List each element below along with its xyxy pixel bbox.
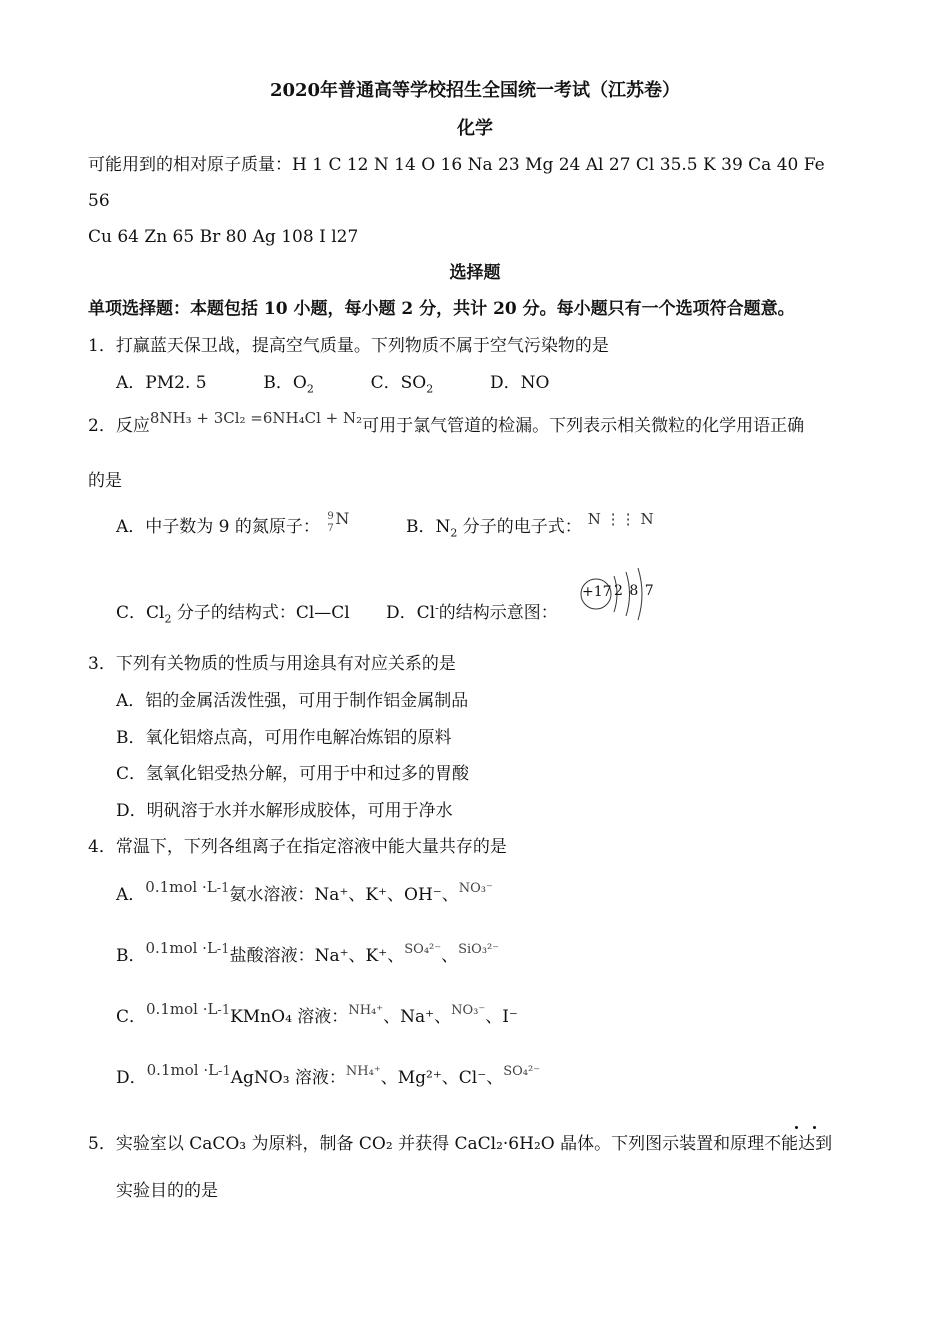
nuclide-symbol: 9 7 N xyxy=(327,509,350,534)
q2-equation: 8NH₃ + 3Cl₂ =6NH₄Cl + N₂ xyxy=(149,409,363,427)
q1-option-a: A．PM2. 5 xyxy=(116,373,207,393)
section-title: 选择题 xyxy=(449,263,501,283)
q3-stem: 3．下列有关物质的性质与用途具有对应关系的是 xyxy=(88,654,456,674)
atomic-masses-line1: 可能用到的相对原子质量：H 1 C 12 N 14 O 16 Na 23 Mg 24 Al 27 Cl 35.5 K 39 Ca 40 Fe xyxy=(88,155,825,175)
q1-option-b: B．$O_2$ xyxy=(263,373,314,396)
q2-stem: 2．反应8NH₃ + 3Cl₂ =6NH₄Cl + N₂可用于氯气管道的检漏。下列表示相关微粒的化学用语正确 xyxy=(88,409,805,436)
q2-option-a: A．中子数为 9 的氮原子： 9 7 N xyxy=(116,516,353,538)
q1-stem: 1．打赢蓝天保卫战，提高空气质量。下列物质不属于空气污染物的是 xyxy=(88,336,609,356)
emphasis-dot xyxy=(795,1126,798,1129)
atomic-masses-line3: Cu 64 Zn 65 Br 80 Ag 108 I l27 xyxy=(88,227,359,247)
q4-option-a: A．$0.1mol \cdot L^{-1}$氨水溶液：Na⁺、K⁺、OH⁻、$^{NO_3^-}$ xyxy=(116,878,493,905)
chloride-ion-diagram: +17 2 8 7 xyxy=(576,566,656,622)
atomic-masses-line2: 56 xyxy=(88,191,110,211)
q4-option-d: D．$0.1mol \cdot L^{-1}AgNO_3$ 溶液：$^{NH_4^+}$、Mg²⁺、Cl⁻、$^{SO_4^{2-}}$ xyxy=(116,1061,541,1088)
q4-option-b: B．$0.1mol \cdot L^{-1}$盐酸溶液：Na⁺、K⁺、$^{SO_4^{2-}}$、$^{SiO_3^{2-}}$ xyxy=(116,939,500,966)
q2-stem-cont: 的是 xyxy=(88,471,122,491)
q2-option-c: C．$Cl_2$ 分子的结构式：Cl—Cl xyxy=(116,603,350,626)
emphasis-dot xyxy=(813,1126,816,1129)
q1-options xyxy=(116,372,549,394)
q5-stem-cont: 实验目的的是 xyxy=(116,1181,218,1201)
electron-formula: N ⋮⋮ N xyxy=(587,510,654,528)
q1-option-d: D．NO xyxy=(490,373,550,393)
q2-option-b: B．$N_2$ 分子的电子式： N ⋮⋮ N xyxy=(406,510,654,540)
exam-title: 2020年普通高等学校招生全国统一考试（江苏卷） xyxy=(269,80,681,101)
q5-stem: 5．实验室以 CaCO₃ 为原料，制备 CO₂ 并获得 CaCl₂·6H₂O 晶体。下列图示装置和原理不能达到 xyxy=(88,1134,833,1154)
q1-option-c: C．$SO_2$ xyxy=(370,373,434,396)
q3-option-d: D．明矾溶于水并水解形成胶体，可用于净水 xyxy=(116,801,453,821)
q4-option-c: C．$0.1mol \cdot L^{-1}KMnO_4$ 溶液：$^{NH_4^+}$、Na⁺、$^{NO_3^-}$、I⁻ xyxy=(116,1000,518,1027)
q3-option-c: C．氢氧化铝受热分解，可用于中和过多的胃酸 xyxy=(116,764,470,784)
q2-option-d: D．Cl-的结构示意图： xyxy=(386,601,558,623)
q4-stem: 4．常温下，下列各组离子在指定溶液中能大量共存的是 xyxy=(88,837,507,857)
instructions: 单项选择题：本题包括 10 小题，每小题 2 分，共计 20 分。每小题只有一个选项符合题意。 xyxy=(88,299,795,319)
subject-title: 化学 xyxy=(457,118,493,139)
q3-option-b: B．氧化铝熔点高，可用作电解冶炼铝的原料 xyxy=(116,728,452,748)
q3-option-a: A．铝的金属活泼性强，可用于制作铝金属制品 xyxy=(116,691,469,711)
